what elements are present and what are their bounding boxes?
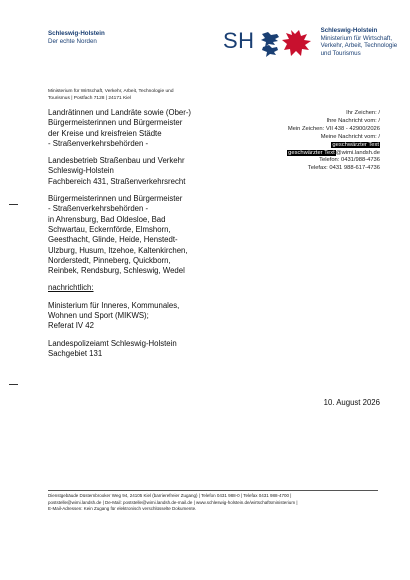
recipient-block: Bürgermeisterinnen und Bürgermeister - Straßenverkehrsbehörden - in Ahrensburg, Bad Oldesloe, Bad Schwartau, Eckernförde, Elmshorn, Geesthacht, Glinde, Heide, Henstedt- Ulzburg, Husum, Itzehoe, Kaltenkirchen, Norderstedt, Pinneberg, Quickborn, Reinbek, Rendsburg, Schleswig, Wedel xyxy=(48,194,188,276)
ministry-name: Schleswig-Holstein Ministerium für Wirtschaft, Verkehr, Arbeit, Technologie und Tourismus xyxy=(320,27,398,57)
redacted-text: geschwärzter Text xyxy=(332,141,379,148)
meine-nachricht: Meine Nachricht vom: / xyxy=(320,133,380,140)
recipient-list xyxy=(48,108,248,366)
ministry-logo xyxy=(223,27,410,61)
ihr-zeichen: Ihr Zeichen: / xyxy=(346,110,380,116)
contact-fax: Telefax: 0431 988-617-4736 xyxy=(307,165,380,172)
fold-mark xyxy=(9,204,18,205)
recipient-block: Ministerium für Inneres, Kommunales, Wohnen und Sport (MIKWS); Referat IV 42 xyxy=(48,300,180,331)
recipient-block: Landrätinnen und Landräte sowie (Ober-) Bürgermeisterinnen und Bürgermeister der Kreise und kreisfreien Städte - Straßenverkehrsbehörden - xyxy=(48,108,192,148)
state-branding xyxy=(48,30,105,46)
state-name: Schleswig-Holstein xyxy=(48,30,105,37)
logo-sh-text: SH xyxy=(223,28,255,53)
redacted-text: geschwärzter Text xyxy=(288,149,335,156)
recipient-block: Landesbetrieb Straßenbau und Verkehr Schleswig-Holstein Fachbereich 431, Straßenverkehrsrecht xyxy=(48,156,186,186)
sender-address: Ministerium für Wirtschaft, Verkehr, Arbeit, Technologie und Tourismus | Postfach 7128 | 24171 Kiel xyxy=(48,89,174,101)
recipient-block: Landespolizeiamt Schleswig-Holstein Sachgebiet 131 xyxy=(48,338,177,358)
contact-email: geschwärzter Text@wimi.landsh.de xyxy=(288,149,380,156)
mein-zeichen: Mein Zeichen: VII 438 - 42900/2026 xyxy=(287,125,380,132)
ihre-nachricht: Ihre Nachricht vom: / xyxy=(326,117,380,124)
fold-mark xyxy=(9,384,18,385)
letter-date: 10. August 2026 xyxy=(323,398,380,407)
contact-phone: Telefon: 0431/988-4736 xyxy=(319,157,380,164)
state-claim: Der echte Norden xyxy=(48,38,97,45)
coat-of-arms-icon xyxy=(259,28,315,58)
letter-footer: Dienstgebäude Düsternbrooker Weg 94, 24105 Kiel (barrierefreier Zugang) | Telefon 0431 988-0 | Telefax 0431 988-4700 | poststelle@wimi.landsh.de | De-Mail: poststelle@wimi.landsh.de-mail.de | www.schleswig-holstein.de/wirtschaftsministerium | E-Mail-Adressen: Kein Zugang für elektronisch verschlüsselte Dokumente. xyxy=(48,490,378,513)
cc-heading: nachrichtlich: xyxy=(48,283,94,293)
